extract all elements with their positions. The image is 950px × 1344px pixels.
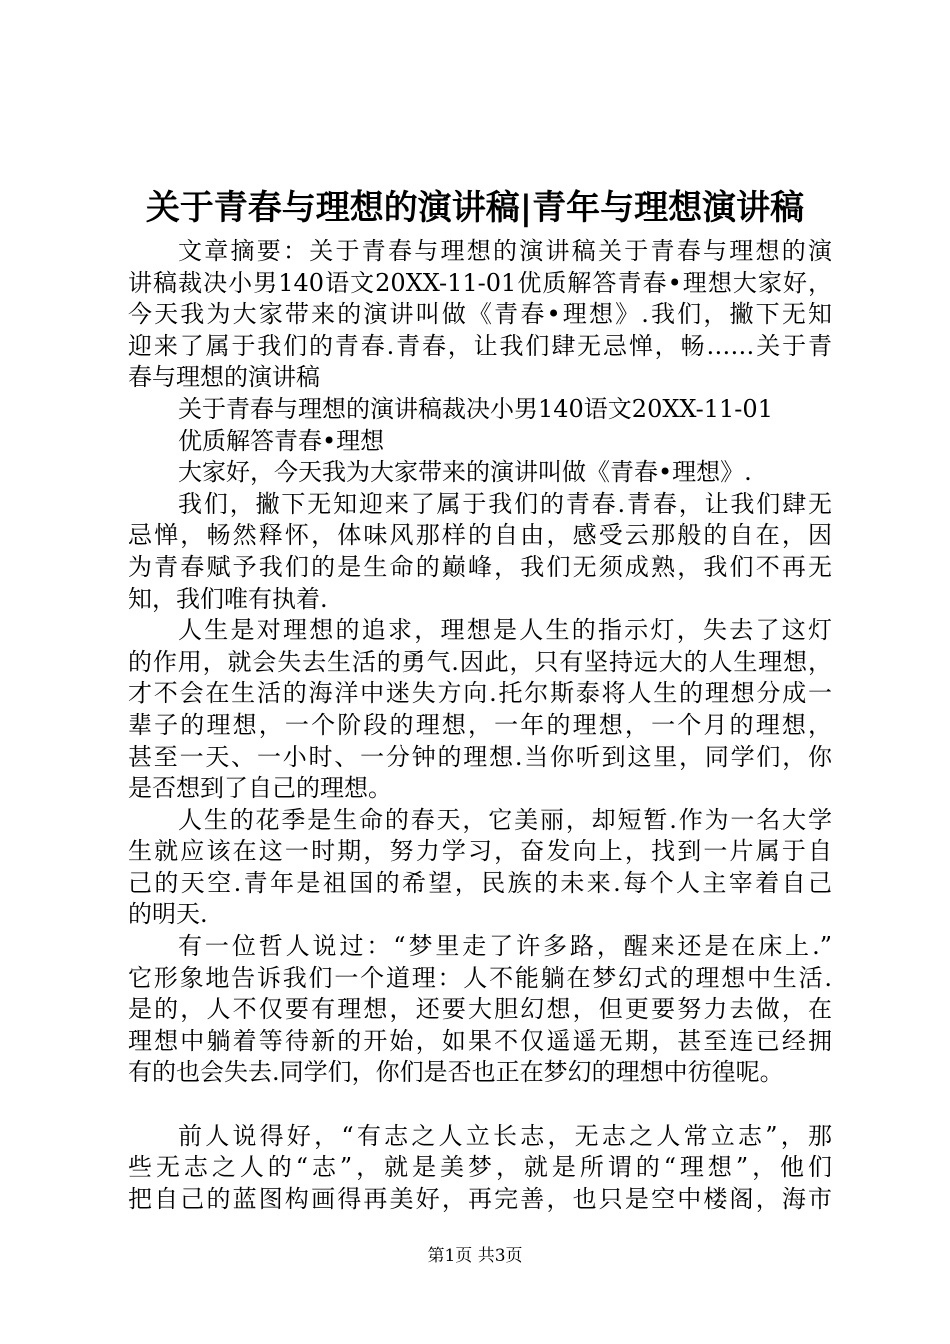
text-line: 才不会在生活的海洋中迷失方向.托尔斯泰将人生的理想分成一 [128,679,832,708]
document-body [128,236,832,1215]
text-line: 前人说得好，“有志之人立长志，无志之人常立志”，那 [178,1121,832,1150]
text-line: 人生是对理想的追求，理想是人生的指示灯，失去了这灯 [178,616,832,645]
text-line: 的明天. [128,900,208,929]
text-line: 己的天空.青年是祖国的希望，民族的未来.每个人主宰着自己 [128,868,832,897]
text-line: 是否想到了自己的理想。 [128,774,392,803]
text-line: 甚至一天、一小时、一分钟的理想.当你听到这里，同学们，你 [128,742,832,771]
text-line: 有一位哲人说过：“梦里走了许多路，醒来还是在床上.” [178,932,832,961]
text-line: 忌惮，畅然释怀，体味风那样的自由，感受云那般的自在，因 [128,521,832,550]
text-line: 迎来了属于我们的青春.青春，让我们肆无忌惮，畅……关于青 [128,331,832,360]
text-line: 知，我们唯有执着. [128,584,328,613]
text-line: 它形象地告诉我们一个道理：人不能躺在梦幻式的理想中生活. [128,963,832,992]
text-line: 有的也会失去.同学们，你们是否也正在梦幻的理想中彷徨呢。 [128,1058,784,1087]
text-line: 是的，人不仅要有理想，还要大胆幻想，但更要努力去做，在 [128,995,832,1024]
text-line: 我们，撇下无知迎来了属于我们的青春.青春，让我们肆无 [178,489,832,518]
text-line: 的作用，就会失去生活的勇气.因此，只有坚持远大的人生理想， [128,647,832,676]
text-line: 讲稿裁决小男140语文20XX-11-01优质解答青春•理想大家好， [128,268,832,297]
text-line: 大家好，今天我为大家带来的演讲叫做《青春•理想》. [178,458,752,487]
document-title: 关于青春与理想的演讲稿|青年与理想演讲稿 [145,188,805,228]
page-footer: 第1页 共3页 [427,1246,523,1266]
text-line: 春与理想的演讲稿 [128,363,320,392]
text-line: 为青春赋予我们的是生命的巅峰，我们无须成熟，我们不再无 [128,552,832,581]
text-line: 些无志之人的“志”，就是美梦，就是所谓的“理想”，他们 [128,1153,832,1182]
text-line: 人生的花季是生命的春天，它美丽，却短暂.作为一名大学 [178,805,832,834]
paragraph-gap [128,1089,832,1121]
text-line: 今天我为大家带来的演讲叫做《青春•理想》.我们，撇下无知 [128,300,832,329]
text-line: 把自己的蓝图构画得再美好，再完善，也只是空中楼阁，海市 [128,1184,832,1213]
text-line: 优质解答青春•理想 [178,426,385,455]
text-line: 关于青春与理想的演讲稿裁决小男140语文20XX-11-01 [178,394,773,423]
text-line: 生就应该在这一时期，努力学习，奋发向上，找到一片属于自 [128,837,832,866]
text-line: 辈子的理想，一个阶段的理想，一年的理想，一个月的理想， [128,710,832,739]
text-line: 理想中躺着等待新的开始，如果不仅遥遥无期，甚至连已经拥 [128,1026,832,1055]
text-line: 文章摘要：关于青春与理想的演讲稿关于青春与理想的演 [178,237,832,265]
